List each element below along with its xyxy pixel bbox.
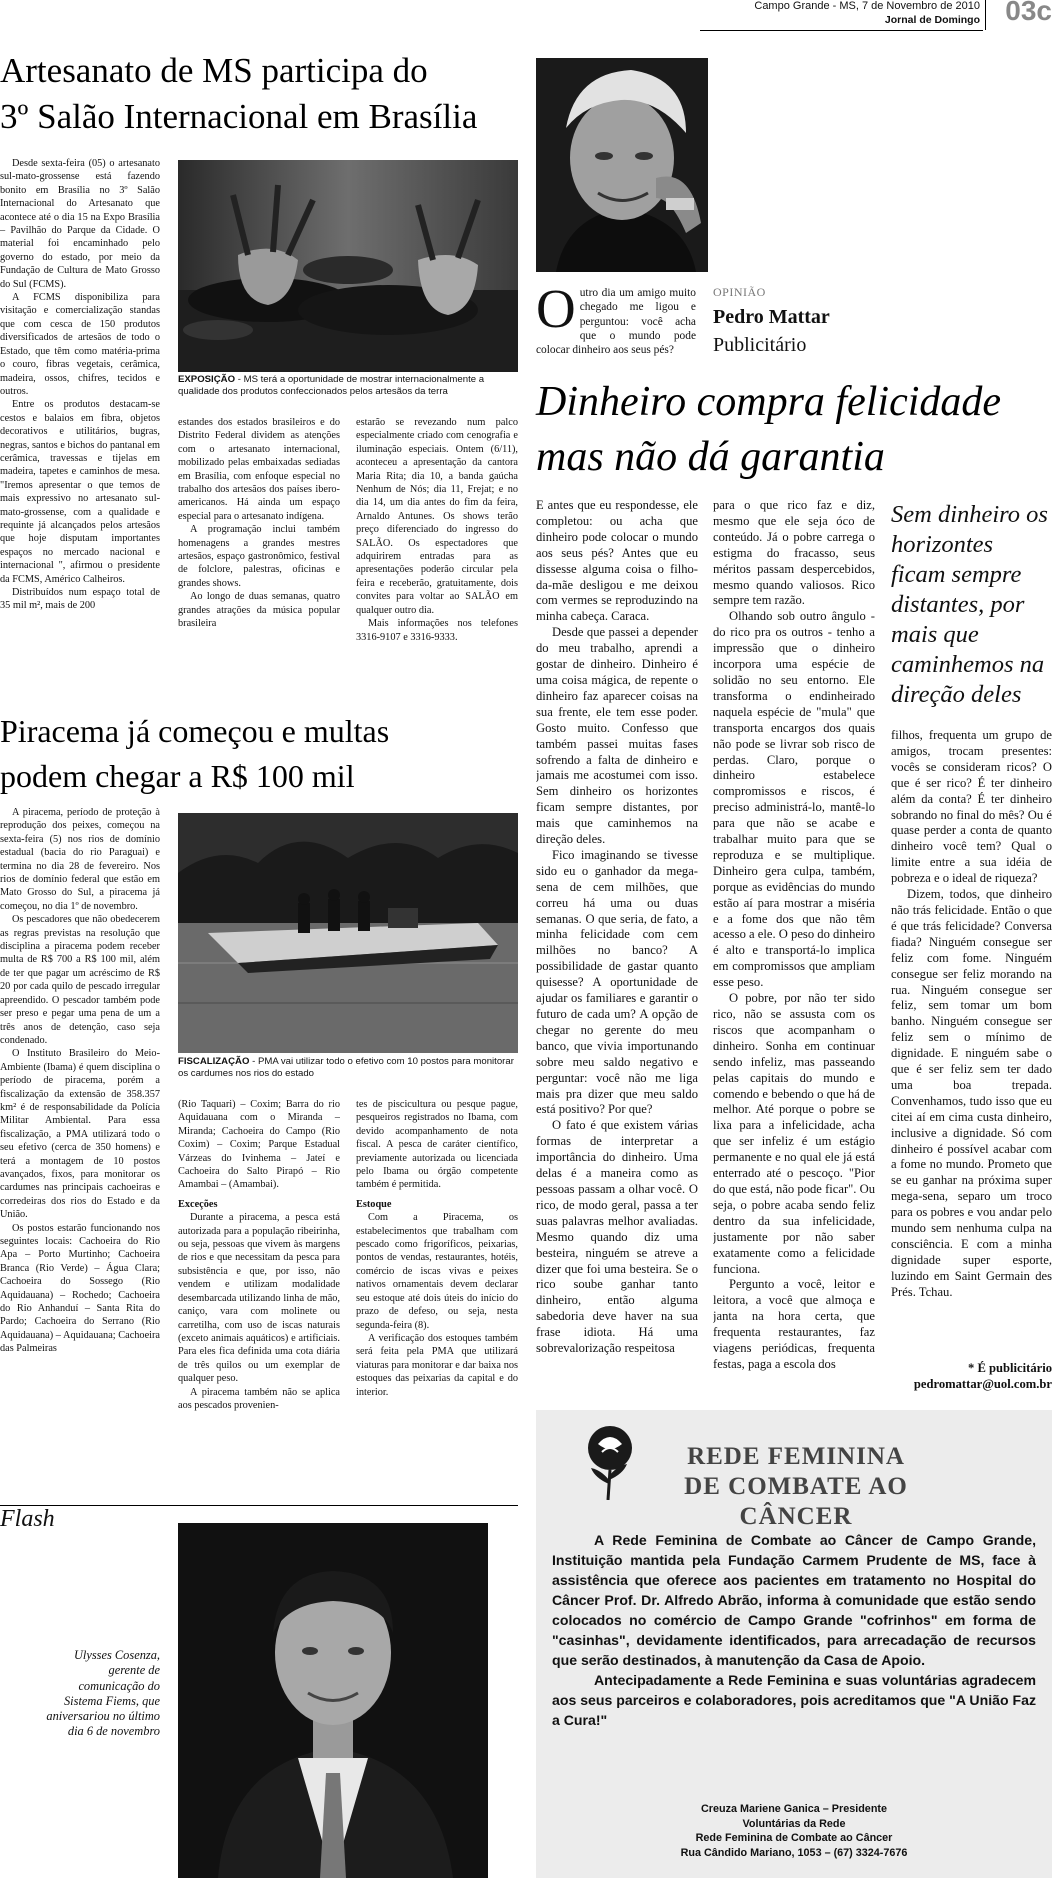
- opinion-col-1: E antes que eu respondesse, ele completou: ou acha que dinheiro pode colocar o mundo aos seus pés? Antes que eu dissesse alguma coisa o filho-da-mãe desligou e me deixou com vermes se reproduzindo na minha cabeça. Caraca. Desde que passei a depender do meu trabalho, aprendi a gostar de dinheiro. Dinheiro é uma coisa mágica, de repente o dinheiro faz aparecer coisas na sua frente, ele tem esse poder. Gosto muito. Confesso que também passei muitas fases sofrendo a falta de dinheiro e jamais me acostumei com isso. Sem dinheiro os horizontes ficam sempre distantes, por mais que caminhemos na direção deles. Fico imaginando se tivesse sido eu o ganhador da mega-sena de cem milhões, que correu há uma ou duas semanas. O que seria, de fato, a minha felicidade com cem milhões no banco? A possibilidade de gastar quanto quisesse? A oportunidade de ajudar os familiares e garantir o futuro de cada um? A opção de chegar no gerente do meu banco, que vivia importunando sobre meu saldo negativo e perguntar: você não me liga mais pra dizer que meu saldo está positivo? Por que? O fato é que existem várias formas de interpretar a importância do dinheiro. Uma delas é a maneira como as pessoas passam a olhar você. O rico, de modo geral, passa a ter suas palavras melhor avaliadas. Mesmo quando diz uma besteira, ninguém se atreve a dizer que foi uma besteira. Se o rico soube ganhar tanto dinheiro, então alguma sabedoria deve haver na sua frase idiota. Há uma sobrevalorização respeitosa: [536, 498, 698, 1356]
- opinion-author: Pedro Mattar: [713, 306, 830, 328]
- opinion-lead: Outro dia um amigo muito chegado me ligou e perguntou: você acha que o mundo pode colocar dinheiro aos seus pés?: [536, 278, 696, 357]
- artesanato-caption: EXPOSIÇÃO - MS terá a oportunidade de mostrar internacionalmente a qualidade dos produtos confeccionados pelos artesãos da terra: [178, 374, 485, 397]
- ad-signature: Creuza Mariene Ganica – Presidente Voluntárias da Rede Rede Feminina de Combate ao Câncer Rua Cândido Mariano, 1053 – (67) 3324-7676: [680, 1803, 908, 1859]
- flash-label: Flash: [0, 1506, 55, 1532]
- author-photo: [536, 58, 708, 272]
- header-divider: [985, 0, 986, 30]
- cancer-ad: [536, 1410, 1052, 1878]
- artesanato-headline: Artesanato de MS participa do 3º Salão Internacional em Brasília: [0, 51, 478, 136]
- artesanato-col-2: estandes dos estados brasileiros e do Distrito Federal dividem as atenções com o artesanato internacional, mobilizado pelas embaixadas sediadas em Brasília, com enfoque especial no trabalho dos artesãos dos países ibero-americanos. Há ainda um espaço especial para o artesanato indígena. A programação inclui também homenagens a grandes mestres artesãos, espaço gastronômico, festival de folclore, palestras, oficinas e grandes shows. Ao longo de duas semanas, quatro grandes atrações da música popular brasileira: [178, 417, 340, 630]
- opinion-headline: Dinheiro compra felicidade mas não dá garantia: [536, 379, 1002, 480]
- piracema-col-2: (Rio Taquari) – Coxim; Barra do rio Aquidauana com o Miranda – Miranda; Cachoeira do Campo (Rio Coxim) – Coxim; Parque Estadual Várzeas do Ivinhema – Jateí e Cachoeira do Salto Pirapó – Rio Amambai – (Amambai). Exceções Durante a piracema, a pesca está autorizada para a população ribeirinha, ou seja, pessoas que vivem às margens de rios e que necessitam da pesca para subsistência e que, por isso, não vendem e utilizam modalidade desembarcada utilizando linha de mão, caniço, vara com molinete ou carretilha, com uso de iscas naturais (exceto animais aquáticos) e artificiais. Para eles fica definida uma cota diária de três quilos ou um exemplar de qualquer peso. A piracema também não se aplica aos pescados provenien-: [178, 1099, 340, 1411]
- page-number: 03c: [1005, 0, 1052, 26]
- opinion-role: Publicitário: [713, 334, 807, 356]
- flash-photo: [178, 1523, 488, 1878]
- artesanato-col-1: Desde sexta-feira (05) o artesanato sul-mato-grossense está fazendo bonito em Brasília no 3º Salão Internacional do Artesanato que acontece até o dia 15 na Expo Brasília – Pavilhão do Parque da Cidade. O material foi encaminhado pelo governo do estado, por meio da Fundação de Cultura de Mato Grosso do Sul (FCMS). A FCMS disponibiliza para visitação e comercialização standas que com cesca de 150 produtos diversificados de artesãos de todo o Estado, que têm como matéria-prima o couro, fibras vegetais, cerâmica, madeira, ossos, chifres, tecidos e outros. Entre os produtos destacam-se cestos e balaios em fibra, objetos decorativos e utilitários, bugras, negras, santos e bichos do pantanal em cerâmica, travessas e tijelas em madeira, tapetes e caminhos de mesa. "Iremos apresentar o que temos de mais expressivo no artesanato sul-mato-grossense, com a qualidade e requinte já alcançados pelos artesãos que hoje disputam importantes espaços no mercado nacional e internacional ", afirmou o presidente da FCMS, Américo Calheiros. Distribuídos num espaço total de 35 mil m², mais de 200: [0, 158, 160, 612]
- piracema-caption: FISCALIZAÇÃO - PMA vai utilizar todo o efetivo com 10 postos para monitorar os cardumes nos rios do estado: [178, 1056, 514, 1079]
- opinion-col-2: para o que rico faz e diz, mesmo que ele seja óco de conteúdo. Já o pobre carrega o estigma do fracasso, seus méritos passam despercebidos, mesmo quando valiosos. Rico sempre tem razão. Olhando sob outro ângulo - do rico pra os outros - tenho a impressão que o dinheiro incorpora uma espécie de solidão no seu entorno. Ele transforma o endinheirado naquela espécie de "mula" que transporta encargos dos quais não pode se livrar sob risco de perdas. Claro, porque o dinheiro estabelece compromissos e riscos, é preciso administrá-lo, mantê-lo para que não se acabe e trabalhar muito para que se reproduza e se multiplique. Dinheiro gera culpa, também, porque as evidências do mundo estão aí para mostrar a miséria e a fome dos que não têm acesso a ele. O peso do dinheiro é alto e transportá-lo implica em compromissos que ampliam esse peso. O pobre, por não ter sido rico, não se assusta com os riscos que acompanham o dinheiro. Sonha em continuar sendo infeliz, mas passeando pelas capitais do mundo e comendo e bebendo o que há de melhor. Até porque o pobre se lixa para a infelicidade, acha que ser infeliz é um estágio permanente e no qual ele já está enterrado até o pescoço. "Pior do que está, não pode ficar". Ou seja, o pobre acaba sendo feliz dentro da sua infelicidade, justamente por não saber exatamente como a felicidade funciona. Pergunto a você, leitor e leitora, a você que almoça e janta na hora certa, que frequenta restaurantes, faz viagens periódicas, frequenta festas, paga a escola dos: [713, 498, 875, 1371]
- flash-caption: Ulysses Cosenza, gerente de comunicação do Sistema Fiems, que aniversariou no último dia 6 de novembro: [46, 1648, 160, 1739]
- page-header: [700, 0, 1052, 32]
- piracema-col-3: tes de piscicultura ou pesque pague, pesqueiros registrados no Ibama, com devido acompanhamento de nota fiscal. A pesca de caráter científico, previamente autorizada ou licenciada pelo Ibama ou órgão competente também é permitida. Estoque Com a Piracema, os estabelecimentos que trabalham com pescado como frigoríficos, peixarias, pontos de vendas, restaurantes, hotéis, comércio de iscas vivas e peixes nativos ornamentais devem declarar seu estoque até dois úteis do início do prazo de defeso, ou seja, nesta segunda-feira (8). A verificação dos estoques também será feita pela PMA que utilizará viaturas para monitorar e dar baixa nos estoques das peixarias da capital e do interior.: [356, 1099, 518, 1398]
- pullquote: Sem dinheiro os horizontes ficam sempre distantes, por mais que caminhemos na direção deles: [891, 501, 1048, 708]
- estoque-subhead: Estoque: [356, 1198, 392, 1210]
- dropcap: O: [536, 278, 576, 339]
- piracema-col-1: A piracema, período de proteção à reprodução dos peixes, começou na sexta-feira (5) nos rios de domínio estadual (bacia do rio Paraguai) e termina no dia 28 de fevereiro. Nos rios de domínio federal que estão em Mato Grosso do Sul, a piracema já começou, no dia 1º de novembro. Os pescadores que não obedecerem as regras previstas na resolução que disciplina a piracema podem receber multa de R$ 700 a R$ 100 mil, além de ter que pagar um acréscimo de R$ 20 por cada quilo de pescado irregular apreendido. O pescador também pode ser preso e pegar uma pena de um a três anos de detenção, caso seja condenado. O Instituto Brasileiro do Meio-Ambiente (Ibama) é quem disciplina o período de piracema, porém a fiscalização da extensão de 358.357 km² é de responsabilidade da Polícia Militar Ambiental. Para essa fiscalização, a PMA utilizará todo o seu efetivo (cerca de 350 homens) e terá a montagem de 10 postos avançados, fixos, para monitorar os cardumes nas principais cachoeiras e corredeiras dos rios do Estado e da União. Os postos estarão funcionando nos seguintes locais: Cachoeira do Rio Apa – Porto Murtinho; Cachoeira Branca (Rio Verde) – Água Clara; Cachoeira do Sossego (Rio Aquidauana) – Rochedo; Cachoeira do Rio Anhanduí – Santa Rita do Pardo; Cachoeira do Serrano (Rio Aquidauana) – Aquidauana; Cachoeira das Palmeiras: [0, 807, 160, 1355]
- opinion-col-3: filhos, frequenta um grupo de amigos, trocam presentes: vocês se consideram ricos? O que é ser rico? É ter dinheiro além da conta? É ter dinheiro sobrando no final do mês? Ou é quase perder a conta de quanto dinheiro você tem? Qual o limite entre a sua idéia de pobreza e o ideal de riqueza? Dizem, todos, que dinheiro não trás felicidade. Então o que é que trás felicidade? Conversa fiada? Ninguém consegue ser feliz com fome. Ninguém consegue ser feliz morando na rua. Ninguém consegue ser feliz, sem tomar um bom banho. Ninguém consegue ser feliz sem o mínimo de dignidade. E ninguém sabe o que é ser feliz sem ter dado uma boa trepada. Convenhamos, tudo isso que eu citei aí em cima custa dinheiro, inclusive a dignidade. Só com dinheiro é possível acabar com a fome no mundo. Prometo que se eu ganhar na próxima super mega-sena, separo um troco para os pobres e vou andar pelo mundo sem nenhuma culpa na consciência. E com a minha dignidade super esporte, luzindo em Saint Germain des Prés. Tchau.: [891, 728, 1052, 1299]
- artesanato-photo: [178, 160, 518, 372]
- ad-body: A Rede Feminina de Combate ao Câncer de Campo Grande, Instituição mantida pela Fundação Carmem Prudente de MS, face à assistência que oferece aos pacientes em tratamento no Hospital do Câncer Prof. Dr. Alfredo Abrão, informa à comunidade que estão sendo colocados no comércio de Campo Grande "cofrinhos" em forma de "casinhas", devidamente identificados, para arrecadação de recursos que serão destinados, à manutenção da Casa de Apoio. Antecipadamente a Rede Feminina e suas voluntárias agradecem aos seus parceiros e colaboradores, pois acreditamos que "A União Faz a Cura!": [552, 1532, 1036, 1728]
- piracema-photo: [178, 813, 518, 1053]
- piracema-headline: Piracema já começou e multas podem chegar a R$ 100 mil: [0, 713, 390, 794]
- ad-title: REDE FEMININA DE COMBATE AO CÂNCER: [684, 1443, 908, 1530]
- paper-name: Jornal de Domingo: [884, 14, 980, 26]
- flash-rule: [0, 1505, 518, 1506]
- header-rule: [700, 30, 983, 31]
- artesanato-col-3: estarão se revezando num palco especialmente criado com cenografia e iluminação especiais. Ontem (6/11), aconteceu a apresentação da cantora Maria Rita; dia 10, a banda gaúcha Nenhum de Nós; dia 11, Frejat; e no dia 14, um dia antes do fim da feira, Arnaldo Antunes. Os shows terão preço diferenciado do ingresso do SALÃO. Os espectadores que adquirirem entradas para as apresentações poderão circular pela feira e receberão, gratuitamente, dois convites para voltar ao SALÃO em qualquer outro dia. Mais informações nos telefones 3316-9107 e 3316-9333.: [356, 417, 518, 643]
- excecoes-subhead: Exceções: [178, 1198, 218, 1210]
- opinion-signature: * É publicitário pedromattar@uol.com.br: [913, 1361, 1052, 1391]
- dateline: Campo Grande - MS, 7 de Novembro de 2010: [754, 0, 980, 12]
- opinion-section: OPINIÃO: [713, 285, 766, 299]
